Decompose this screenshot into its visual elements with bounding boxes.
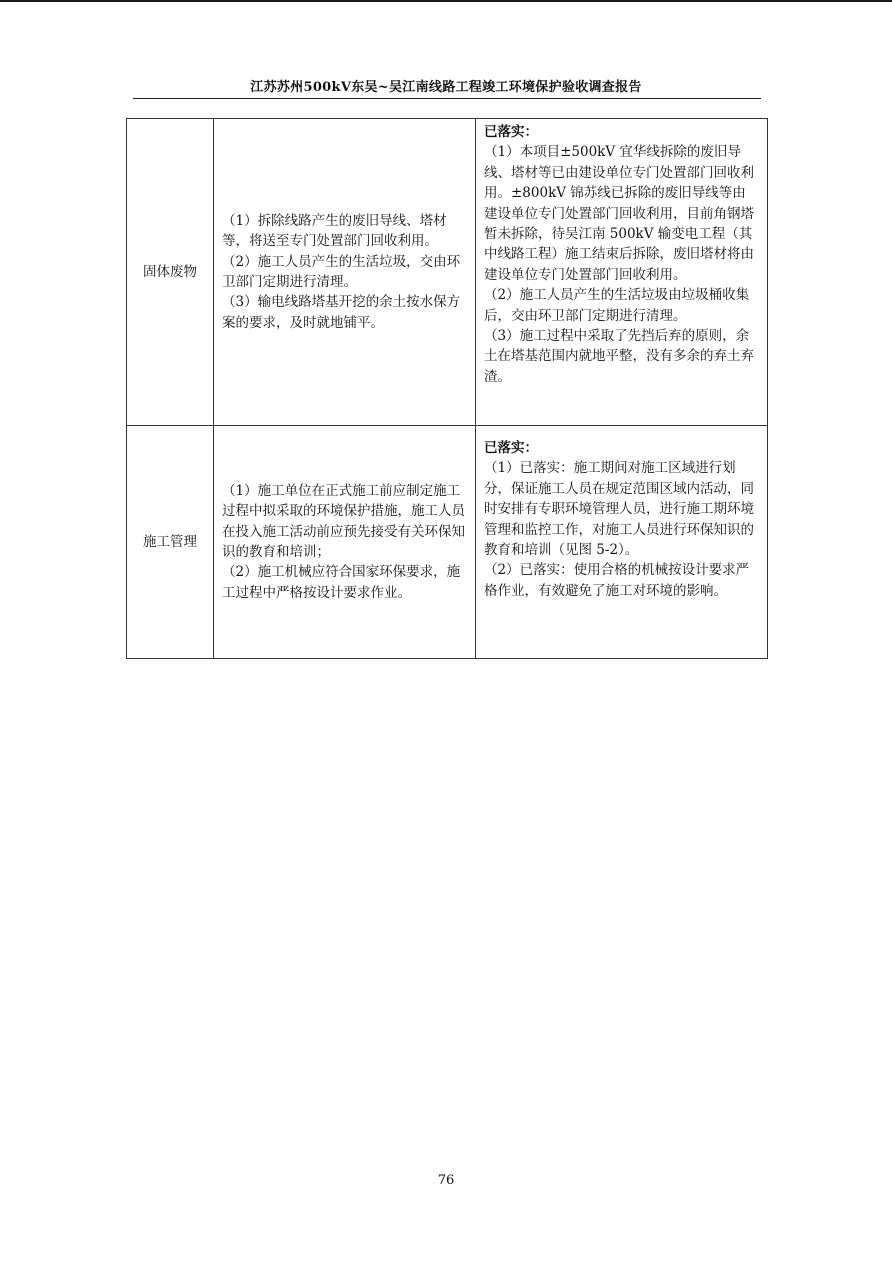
implementation-item: （1）已落实：施工期间对施工区域进行划分，保证施工人员在规定范围区域内活动，同时安排有专职环境管理人员，进行施工期环境管理和监控工作，对施工人员进行环保知识的教育和培训（见图 5-2）。 [484,460,754,559]
top-border-rule [0,0,892,2]
status-label: 已落实： [484,440,538,456]
category-label: 固体废物 [143,263,197,280]
implementation-item: （2）已落实：使用合格的机械按设计要求严格作业，有效避免了施工对环境的影响。 [484,562,750,599]
requirements-cell [214,426,476,659]
running-header: 江苏苏州500kV东吴~吴江南线路工程竣工环境保护验收调查报告 [250,80,642,95]
requirements-cell [214,119,476,426]
status-label: 已落实： [484,124,538,140]
header-rule [133,98,761,99]
requirement-item: （3）输电线路塔基开挖的余土按水保方案的要求，及时就地铺平。 [222,294,461,331]
implementation-cell [476,119,768,426]
table-row [127,426,768,659]
page-number: 76 [437,1173,455,1188]
requirement-item: （2）施工机械应符合国家环保要求，施工过程中严格按设计要求作业。 [222,564,461,601]
implementation-item: （3）施工过程中采取了先挡后弃的原则，余土在塔基范围内就地平整，没有多余的弃土弃渣。 [484,328,754,385]
requirement-item: （1）拆除线路产生的废旧导线、塔材等，将送至专门处置部门回收利用。 [222,212,447,250]
measures-table [126,118,768,659]
category-cell [127,119,214,426]
category-label: 施工管理 [143,533,197,550]
requirement-item: （2）施工人员产生的生活垃圾，交由环卫部门定期进行清理。 [222,253,461,290]
requirement-item: （1）施工单位在正式施工前应制定施工过程中拟采取的环境保护措施，施工人员在投入施工活动前应预先接受有关环保知识的教育和培训； [222,482,465,560]
implementation-cell [476,426,768,659]
implementation-item: （1）本项目±500kV 宜华线拆除的废旧导线、塔材等已由建设单位专门处置部门回收利用。±800kV 锦苏线已拆除的废旧导线等由建设单位专门处置部门回收利用，目前角钢塔暂未拆除，待吴江南 500kV 输变电工程（其中线路工程）施工结束后拆除，废旧塔材将由建设单位专门处置部门回收利用。 [484,144,754,283]
implementation-item: （2）施工人员产生的生活垃圾由垃圾桶收集后，交由环卫部门定期进行清理。 [484,287,750,324]
category-cell [127,426,214,659]
table-row [127,119,768,426]
